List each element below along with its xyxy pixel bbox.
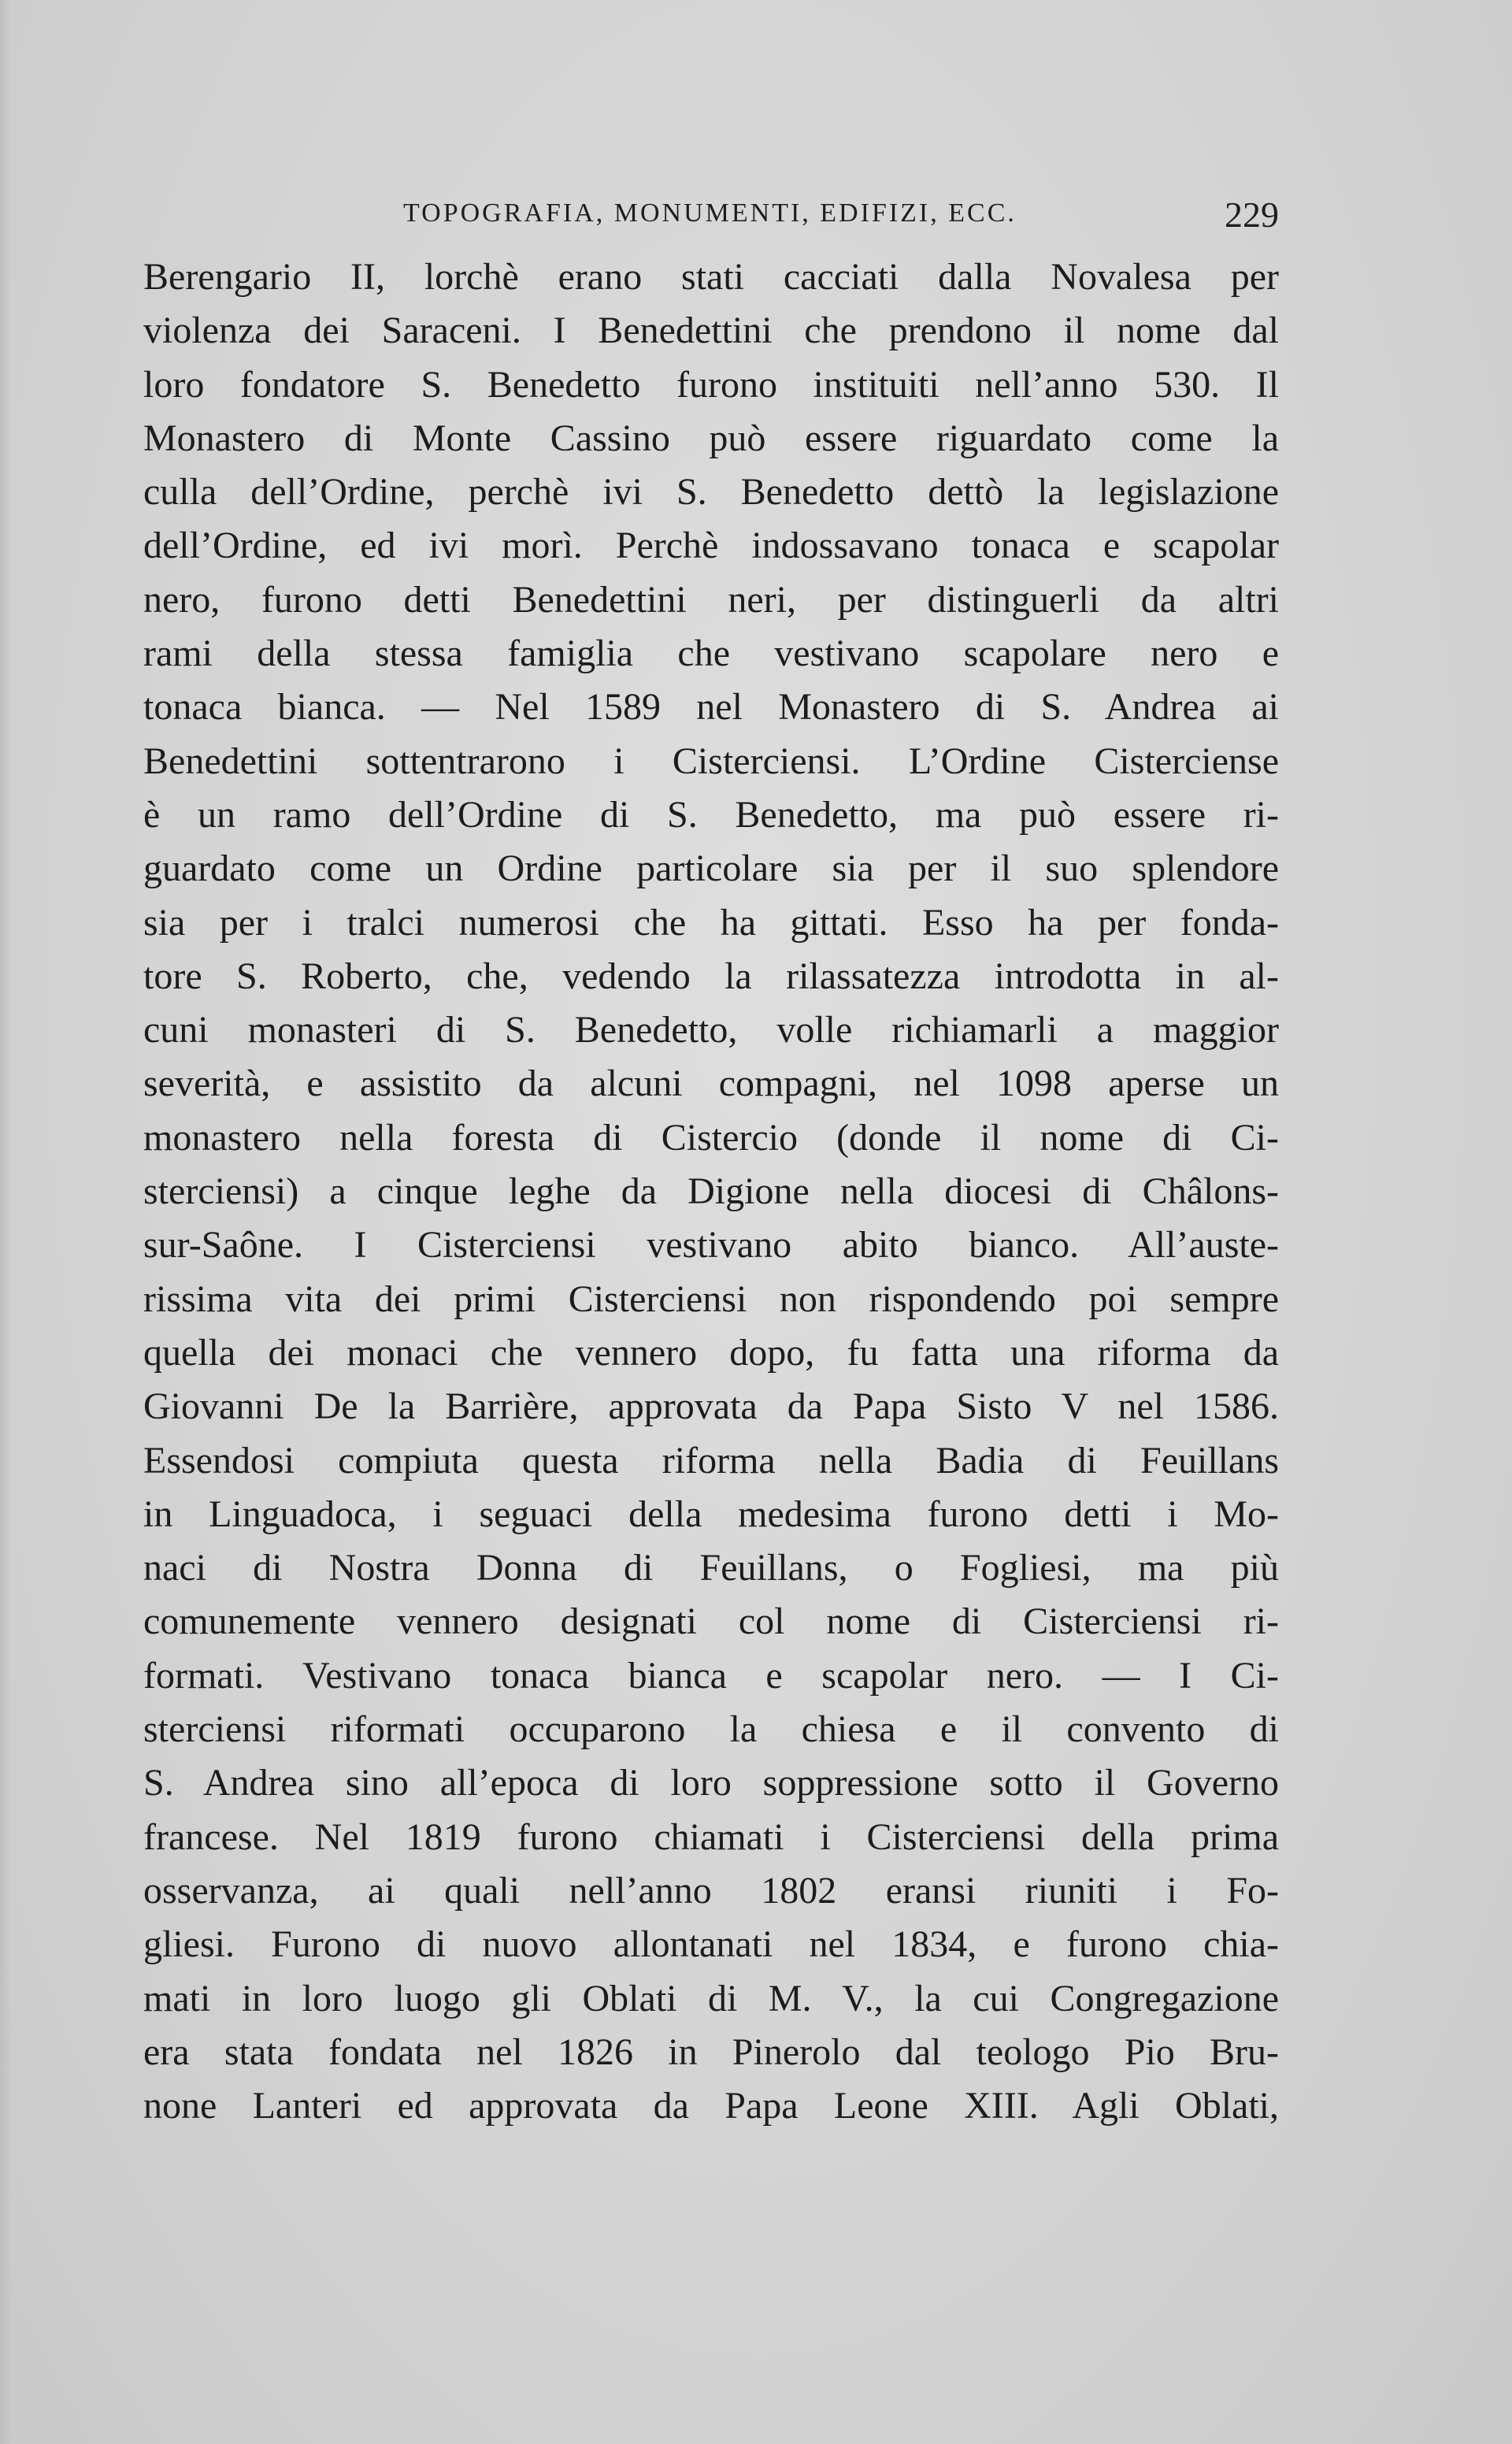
- text-line: dell’Ordine, ed ivi morì. Perchè indossavano tonaca e scapolar: [143, 525, 1279, 567]
- body-text: [143, 250, 1279, 2133]
- text-line: sia per i tralci numerosi che ha gittati. Esso ha per fonda-: [143, 901, 1279, 944]
- text-line: Benedettini sottentrarono i Cisterciensi. L’Ordine Cisterciense: [143, 740, 1279, 782]
- text-line: rami della stessa famiglia che vestivano scapolare nero e: [143, 632, 1279, 675]
- text-line: naci di Nostra Donna di Feuillans, o Fogliesi, ma più: [143, 1547, 1279, 1589]
- text-line: Monastero di Monte Cassino può essere riguardato come la: [143, 417, 1279, 459]
- text-line: formati. Vestivano tonaca bianca e scapolar nero. — I Ci-: [143, 1654, 1279, 1697]
- text-line: Giovanni De la Barrière, approvata da Papa Sisto V nel 1586.: [143, 1385, 1279, 1428]
- text-line: gliesi. Furono di nuovo allontanati nel 1834, e furono chia-: [143, 1923, 1279, 1966]
- text-line: sterciensi) a cinque leghe da Digione nella diocesi di Châlons-: [143, 1170, 1279, 1213]
- text-line: sur-Saône. I Cisterciensi vestivano abito bianco. All’auste-: [143, 1224, 1279, 1267]
- text-line: sterciensi riformati occuparono la chiesa e il convento di: [143, 1708, 1279, 1751]
- text-line: rissima vita dei primi Cisterciensi non rispondendo poi sempre: [143, 1278, 1279, 1320]
- text-line: tonaca bianca. — Nel 1589 nel Monastero di S. Andrea ai: [143, 686, 1279, 729]
- text-line: Essendosi compiuta questa riforma nella Badia di Feuillans: [143, 1439, 1279, 1482]
- text-line: comunemente vennero designati col nome di Cisterciensi ri-: [143, 1600, 1279, 1643]
- text-line: guardato come un Ordine particolare sia per il suo splendore: [143, 847, 1279, 890]
- text-line: violenza dei Saraceni. I Benedettini che prendono il nome dal: [143, 310, 1279, 352]
- page-header: [143, 195, 1279, 238]
- text-line: osservanza, ai quali nell’anno 1802 eransi riuniti i Fo-: [143, 1869, 1279, 1912]
- text-line: culla dell’Ordine, perchè ivi S. Benedetto dettò la legislazione: [143, 471, 1279, 514]
- text-line: è un ramo dell’Ordine di S. Benedetto, ma può essere ri-: [143, 793, 1279, 836]
- text-line: Berengario II, lorchè erano stati cacciati dalla Novalesa per: [143, 256, 1279, 298]
- running-head: TOPOGRAFIA, MONUMENTI, EDIFIZI, ECC.: [403, 198, 1017, 228]
- text-line: monastero nella foresta di Cistercio (donde il nome di Ci-: [143, 1116, 1279, 1159]
- text-line: none Lanteri ed approvata da Papa Leone XIII. Agli Oblati,: [143, 2085, 1279, 2127]
- text-line: francese. Nel 1819 furono chiamati i Cisterciensi della prima: [143, 1815, 1279, 1858]
- text-line: mati in loro luogo gli Oblati di M. V., la cui Congregazione: [143, 1977, 1279, 2019]
- text-line: severità, e assistito da alcuni compagni, nel 1098 aperse un: [143, 1063, 1279, 1105]
- text-line: cuni monasteri di S. Benedetto, volle richiamarli a maggior: [143, 1009, 1279, 1051]
- text-line: quella dei monaci che vennero dopo, fu fatta una riforma da: [143, 1331, 1279, 1374]
- text-line: S. Andrea sino all’epoca di loro soppressione sotto il Governo: [143, 1762, 1279, 1804]
- text-line: loro fondatore S. Benedetto furono instituiti nell’anno 530. Il: [143, 363, 1279, 406]
- page-number: 229: [1225, 195, 1279, 235]
- text-line: in Linguadoca, i seguaci della medesima furono detti i Mo-: [143, 1493, 1279, 1535]
- text-line: era stata fondata nel 1826 in Pinerolo dal teologo Pio Bru-: [143, 2030, 1279, 2073]
- text-line: nero, furono detti Benedettini neri, per distinguerli da altri: [143, 578, 1279, 621]
- text-line: tore S. Roberto, che, vedendo la rilassatezza introdotta in al-: [143, 955, 1279, 997]
